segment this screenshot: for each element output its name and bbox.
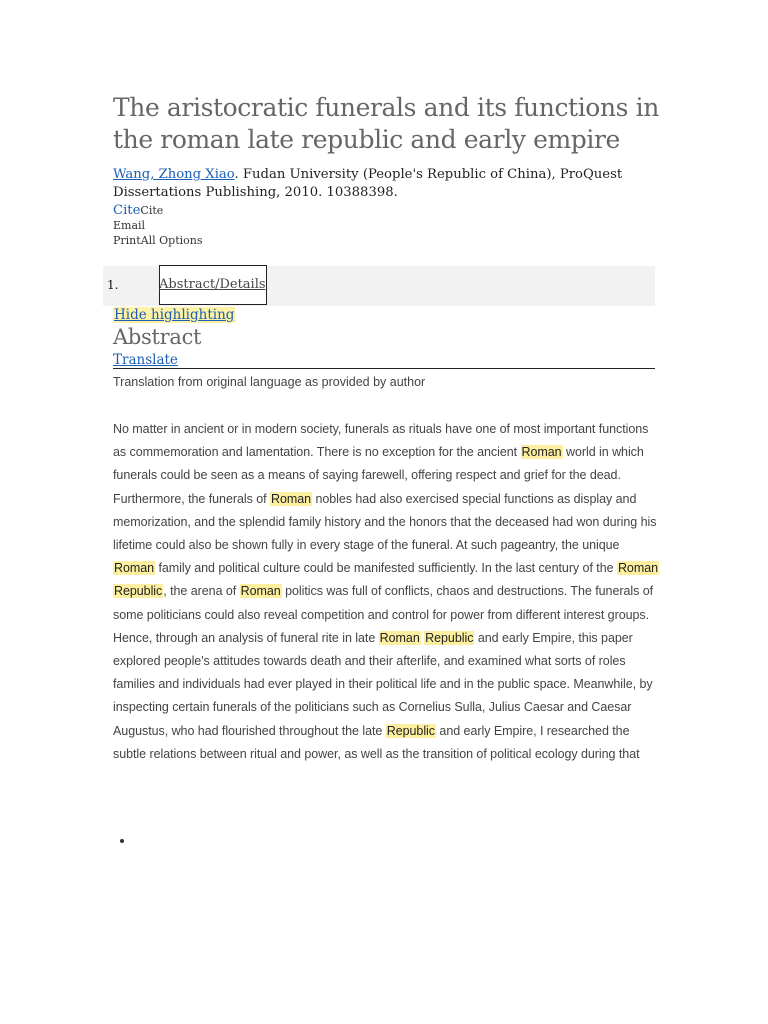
section-divider — [113, 368, 655, 369]
print-link[interactable]: Print — [113, 234, 141, 247]
search-highlight: Roman — [379, 630, 420, 645]
print-row — [113, 233, 203, 248]
cite-row — [113, 203, 203, 218]
action-links — [113, 203, 203, 248]
search-highlight: Republic — [425, 630, 474, 645]
search-highlight: Roman — [240, 584, 281, 599]
abstract-text: family and political culture could be manifested sufficiently. In the last century of the — [155, 561, 617, 576]
citation — [113, 166, 633, 202]
search-highlight: Republic — [386, 723, 435, 738]
search-highlight: Roman — [270, 491, 312, 506]
search-highlight: Roman — [521, 445, 562, 460]
abstract-heading: Abstract — [113, 325, 202, 349]
abstract-text: nobles had also exercised special functions as display and memorization, and the splendid family history and the honors that the deceased had won during his lifetime could also be shown fully in every stage of the funeral. At such pageantry, the unique — [113, 491, 657, 553]
cite-link[interactable]: Cite — [113, 203, 141, 218]
abstract-text: and early Empire, I researched the subtle relations between ritual and power, as well as the transition of political ecology during that — [113, 723, 640, 761]
cite-label[interactable]: Cite — [140, 204, 164, 217]
tab-bar — [103, 266, 655, 306]
author-link[interactable]: Wang, Zhong Xiao — [113, 167, 235, 182]
abstract-body — [113, 418, 659, 766]
tab-abstract-details-label: Abstract/Details — [159, 277, 266, 292]
abstract-text: , the arena of — [163, 584, 240, 599]
document-title: The aristocratic funerals and its functions in the roman late republic and early empire — [113, 93, 659, 154]
abstract-text: world in which funerals could be seen as a means of saying farewell, offering respect and grief for the dead. Furthermore, the funerals of — [113, 445, 644, 506]
tab-abstract-details[interactable] — [159, 265, 267, 305]
abstract-text: and early Empire, this paper explored people's attitudes towards death and their afterlife, and examined what sorts of roles families and individuals had ever played in their political life and in the public space. Meanwhile, by inspecting certain funerals of the politicians such as Cornelius Sulla, Julius Caesar and Caesar Augustus, who had flourished throughout the late — [113, 630, 653, 738]
all-options-link[interactable]: All Options — [140, 234, 203, 247]
abstract-text: politics was full of conflicts, chaos and destructions. The funerals of some politicians could also reveal competition and control for power from different interest groups. Hence, through an analysis of funeral rite in late — [113, 584, 654, 645]
abstract-text: No matter in ancient or in modern society, funerals as rituals have one of most important functions as commemoration and lamentation. There is no exception for the ancient — [113, 422, 649, 460]
hide-highlighting-link[interactable]: Hide highlighting — [114, 307, 235, 323]
search-highlight: Roman — [114, 561, 155, 576]
translate-link[interactable]: Translate — [113, 352, 178, 368]
bullet-list — [113, 832, 135, 848]
search-highlight: Republic — [114, 584, 163, 599]
search-highlight: Roman — [617, 561, 658, 576]
email-link[interactable]: Email — [113, 219, 146, 232]
translation-note: Translation from original language as provided by author — [113, 375, 426, 389]
tab-number: 1. — [107, 278, 119, 292]
citation-details: . Fudan University (People's Republic of China), ProQuest Dissertations Publishing, 2010. 10388398. — [113, 167, 623, 200]
